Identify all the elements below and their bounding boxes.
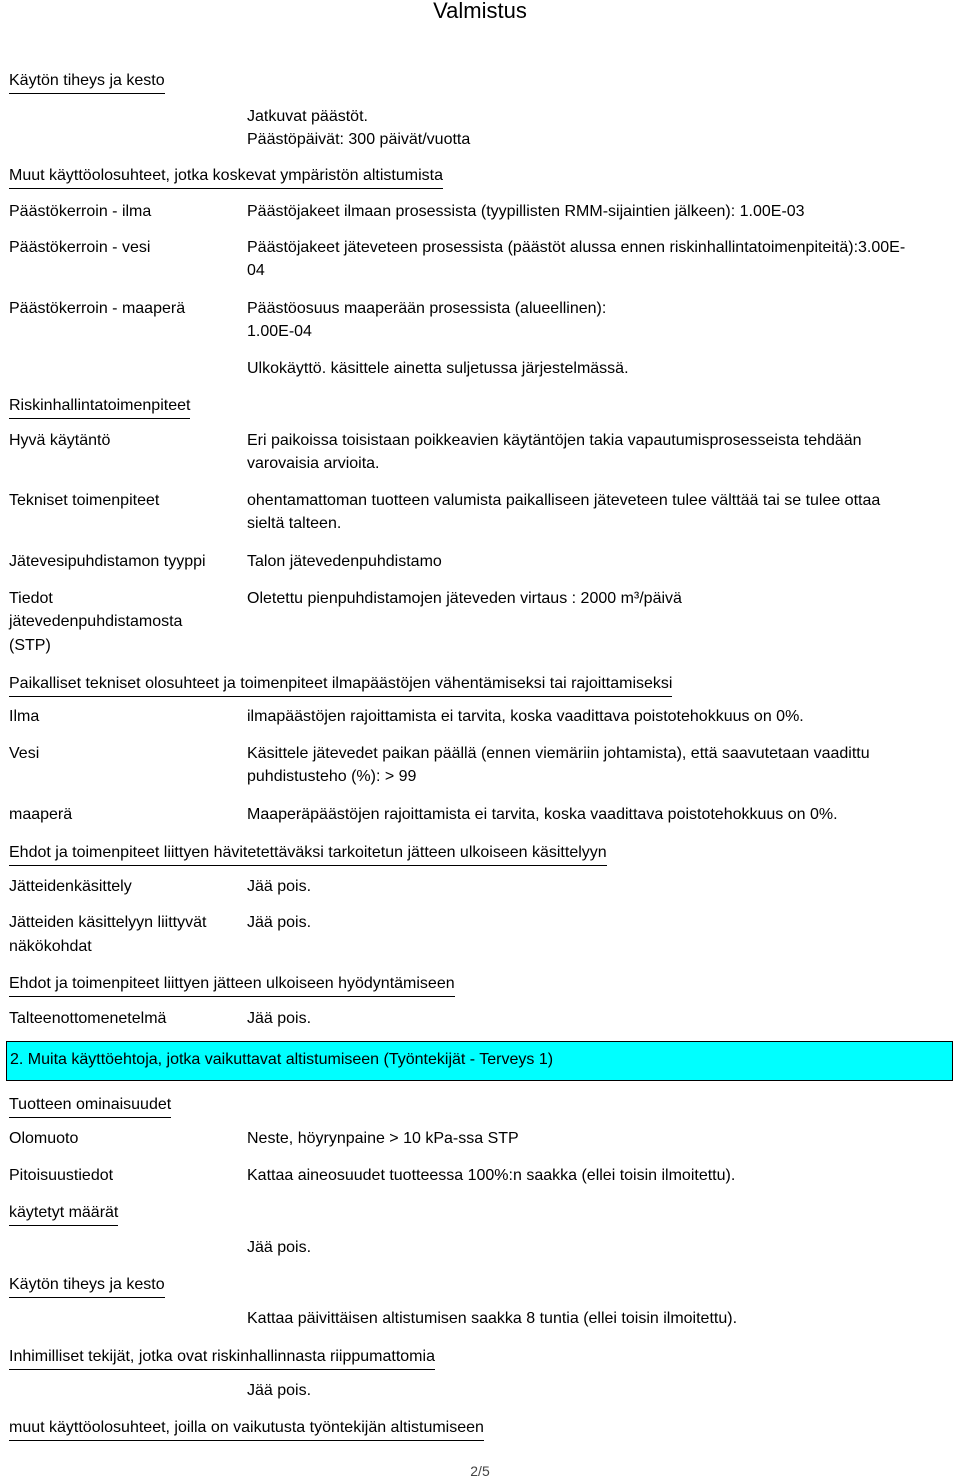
section-heading-environment-conditions: Muut käyttöolosuhteet, jotka koskevat ympäristön altistumista	[9, 167, 443, 184]
label-recovery-method: Talteenottomenetelmä	[9, 1010, 167, 1027]
section-heading-waste-disposal: Ehdot ja toimenpiteet liittyen hävitetettäväksi tarkoitetun jätteen ulkoiseen käsittelyyn	[9, 844, 607, 861]
label-waste-aspects-line1: Jätteiden käsittelyyn liittyvät	[9, 914, 207, 931]
section-heading-risk-management: Riskinhallintatoimenpiteet	[9, 397, 191, 414]
value-waste-aspects: Jää pois.	[247, 914, 312, 931]
label-waste-aspects-line2: näkökohdat	[9, 938, 92, 955]
value-wastewater-plant-type: Talon jätevedenpuhdistamo	[247, 553, 442, 570]
value-human-factors: Jää pois.	[247, 1382, 312, 1399]
value-water-line1: Käsittele jätevedet paikan päällä (ennen viemäriin johtamista), että saavutetaan vaadittu	[247, 745, 870, 762]
label-good-practice: Hyvä käytäntö	[9, 432, 111, 449]
page-number: 2/5	[470, 1463, 490, 1479]
section-heading-product-properties: Tuotteen ominaisuudet	[9, 1096, 172, 1113]
value-water-line2: puhdistusteho (%): > 99	[247, 768, 417, 785]
value-usage-frequency-workers: Kattaa päivittäisen altistumisen saakka 8 tuntia (ellei toisin ilmoitettu).	[247, 1310, 738, 1327]
value-emission-factor-soil-line1: Päästöosuus maaperään prosessista (alueellinen):	[247, 300, 607, 317]
section-banner-workers	[6, 1041, 953, 1081]
value-technical-measures-line2: sieltä talteen.	[247, 515, 342, 532]
section-heading-local-technical-conditions: Paikalliset tekniset olosuhteet ja toimenpiteet ilmapäästöjen vähentämiseksi tai rajoittamiseksi	[9, 675, 673, 692]
label-water: Vesi	[9, 745, 40, 762]
value-good-practice-line1: Eri paikoissa toisistaan poikkeavien käytäntöjen takia vapautumisprosesseista tehdään	[247, 432, 862, 449]
label-concentration: Pitoisuustiedot	[9, 1167, 114, 1184]
label-stp-info-line2: jätevedenpuhdistamosta	[9, 613, 183, 630]
value-emission-factor-water-line2: 04	[247, 262, 265, 279]
label-wastewater-plant-type: Jätevesipuhdistamon tyyppi	[9, 553, 206, 570]
value-soil: Maaperäpäästöjen rajoittamista ei tarvita, koska vaadittava poistotehokkuus on 0%.	[247, 806, 838, 823]
emission-days-text: Päästöpäivät: 300 päivät/vuotta	[247, 131, 471, 148]
section-heading-usage-frequency-workers: Käytön tiheys ja kesto	[9, 1276, 165, 1293]
value-emission-factor-air: Päästöjakeet ilmaan prosessista (tyypillisten RMM-sijaintien jälkeen): 1.00E-03	[247, 203, 805, 220]
section-heading-amounts-used: käytetyt määrät	[9, 1204, 119, 1221]
label-emission-factor-air: Päästökerroin - ilma	[9, 203, 152, 220]
section-heading-usage-frequency: Käytön tiheys ja kesto	[9, 72, 165, 89]
label-emission-factor-soil: Päästökerroin - maaperä	[9, 300, 186, 317]
label-stp-info-line1: Tiedot	[9, 590, 53, 607]
value-concentration: Kattaa aineosuudet tuotteessa 100%:n saakka (ellei toisin ilmoitettu).	[247, 1167, 736, 1184]
value-air: ilmapäästöjen rajoittamista ei tarvita, koska vaadittava poistotehokkuus on 0%.	[247, 708, 804, 725]
value-amounts-used: Jää pois.	[247, 1239, 312, 1256]
outdoor-use-text: Ulkokäyttö. käsittele ainetta suljetussa järjestelmässä.	[247, 360, 629, 377]
value-technical-measures-line1: ohentamattoman tuotteen valumista paikalliseen jäteveteen tulee välttää tai se tulee ottaa	[247, 492, 881, 509]
label-soil: maaperä	[9, 806, 73, 823]
label-air: Ilma	[9, 708, 40, 725]
value-good-practice-line2: varovaisia arvioita.	[247, 455, 380, 472]
value-stp-info: Oletettu pienpuhdistamojen jäteveden virtaus : 2000 m³/päivä	[247, 590, 682, 607]
banner-text: 2. Muita käyttöehtoja, jotka vaikuttavat altistumiseen (Työntekijät - Terveys 1)	[10, 1051, 554, 1068]
continuous-emissions-text: Jatkuvat päästöt.	[247, 108, 368, 125]
value-physical-form: Neste, höyrynpaine > 10 kPa-ssa STP	[247, 1130, 519, 1147]
section-heading-other-conditions-workers: muut käyttöolosuhteet, joilla on vaikutusta työntekijän altistumiseen	[9, 1419, 484, 1436]
label-technical-measures: Tekniset toimenpiteet	[9, 492, 160, 509]
section-heading-waste-recovery: Ehdot ja toimenpiteet liittyen jätteen ulkoiseen hyödyntämiseen	[9, 975, 455, 992]
section-heading-human-factors: Inhimilliset tekijät, jotka ovat riskinhallinnasta riippumattomia	[9, 1348, 435, 1365]
value-emission-factor-water-line1: Päästöjakeet jäteveteen prosessista (päästöt alussa ennen riskinhallintatoimenpiteitä):3.00E-	[247, 239, 906, 256]
label-waste-treatment: Jätteidenkäsittely	[9, 878, 132, 895]
label-stp-info-line3: (STP)	[9, 637, 51, 654]
label-physical-form: Olomuoto	[9, 1130, 79, 1147]
value-waste-treatment: Jää pois.	[247, 878, 312, 895]
page-title: Valmistus	[433, 0, 527, 23]
value-recovery-method: Jää pois.	[247, 1010, 312, 1027]
label-emission-factor-water: Päästökerroin - vesi	[9, 239, 151, 256]
value-emission-factor-soil-line2: 1.00E-04	[247, 323, 312, 340]
